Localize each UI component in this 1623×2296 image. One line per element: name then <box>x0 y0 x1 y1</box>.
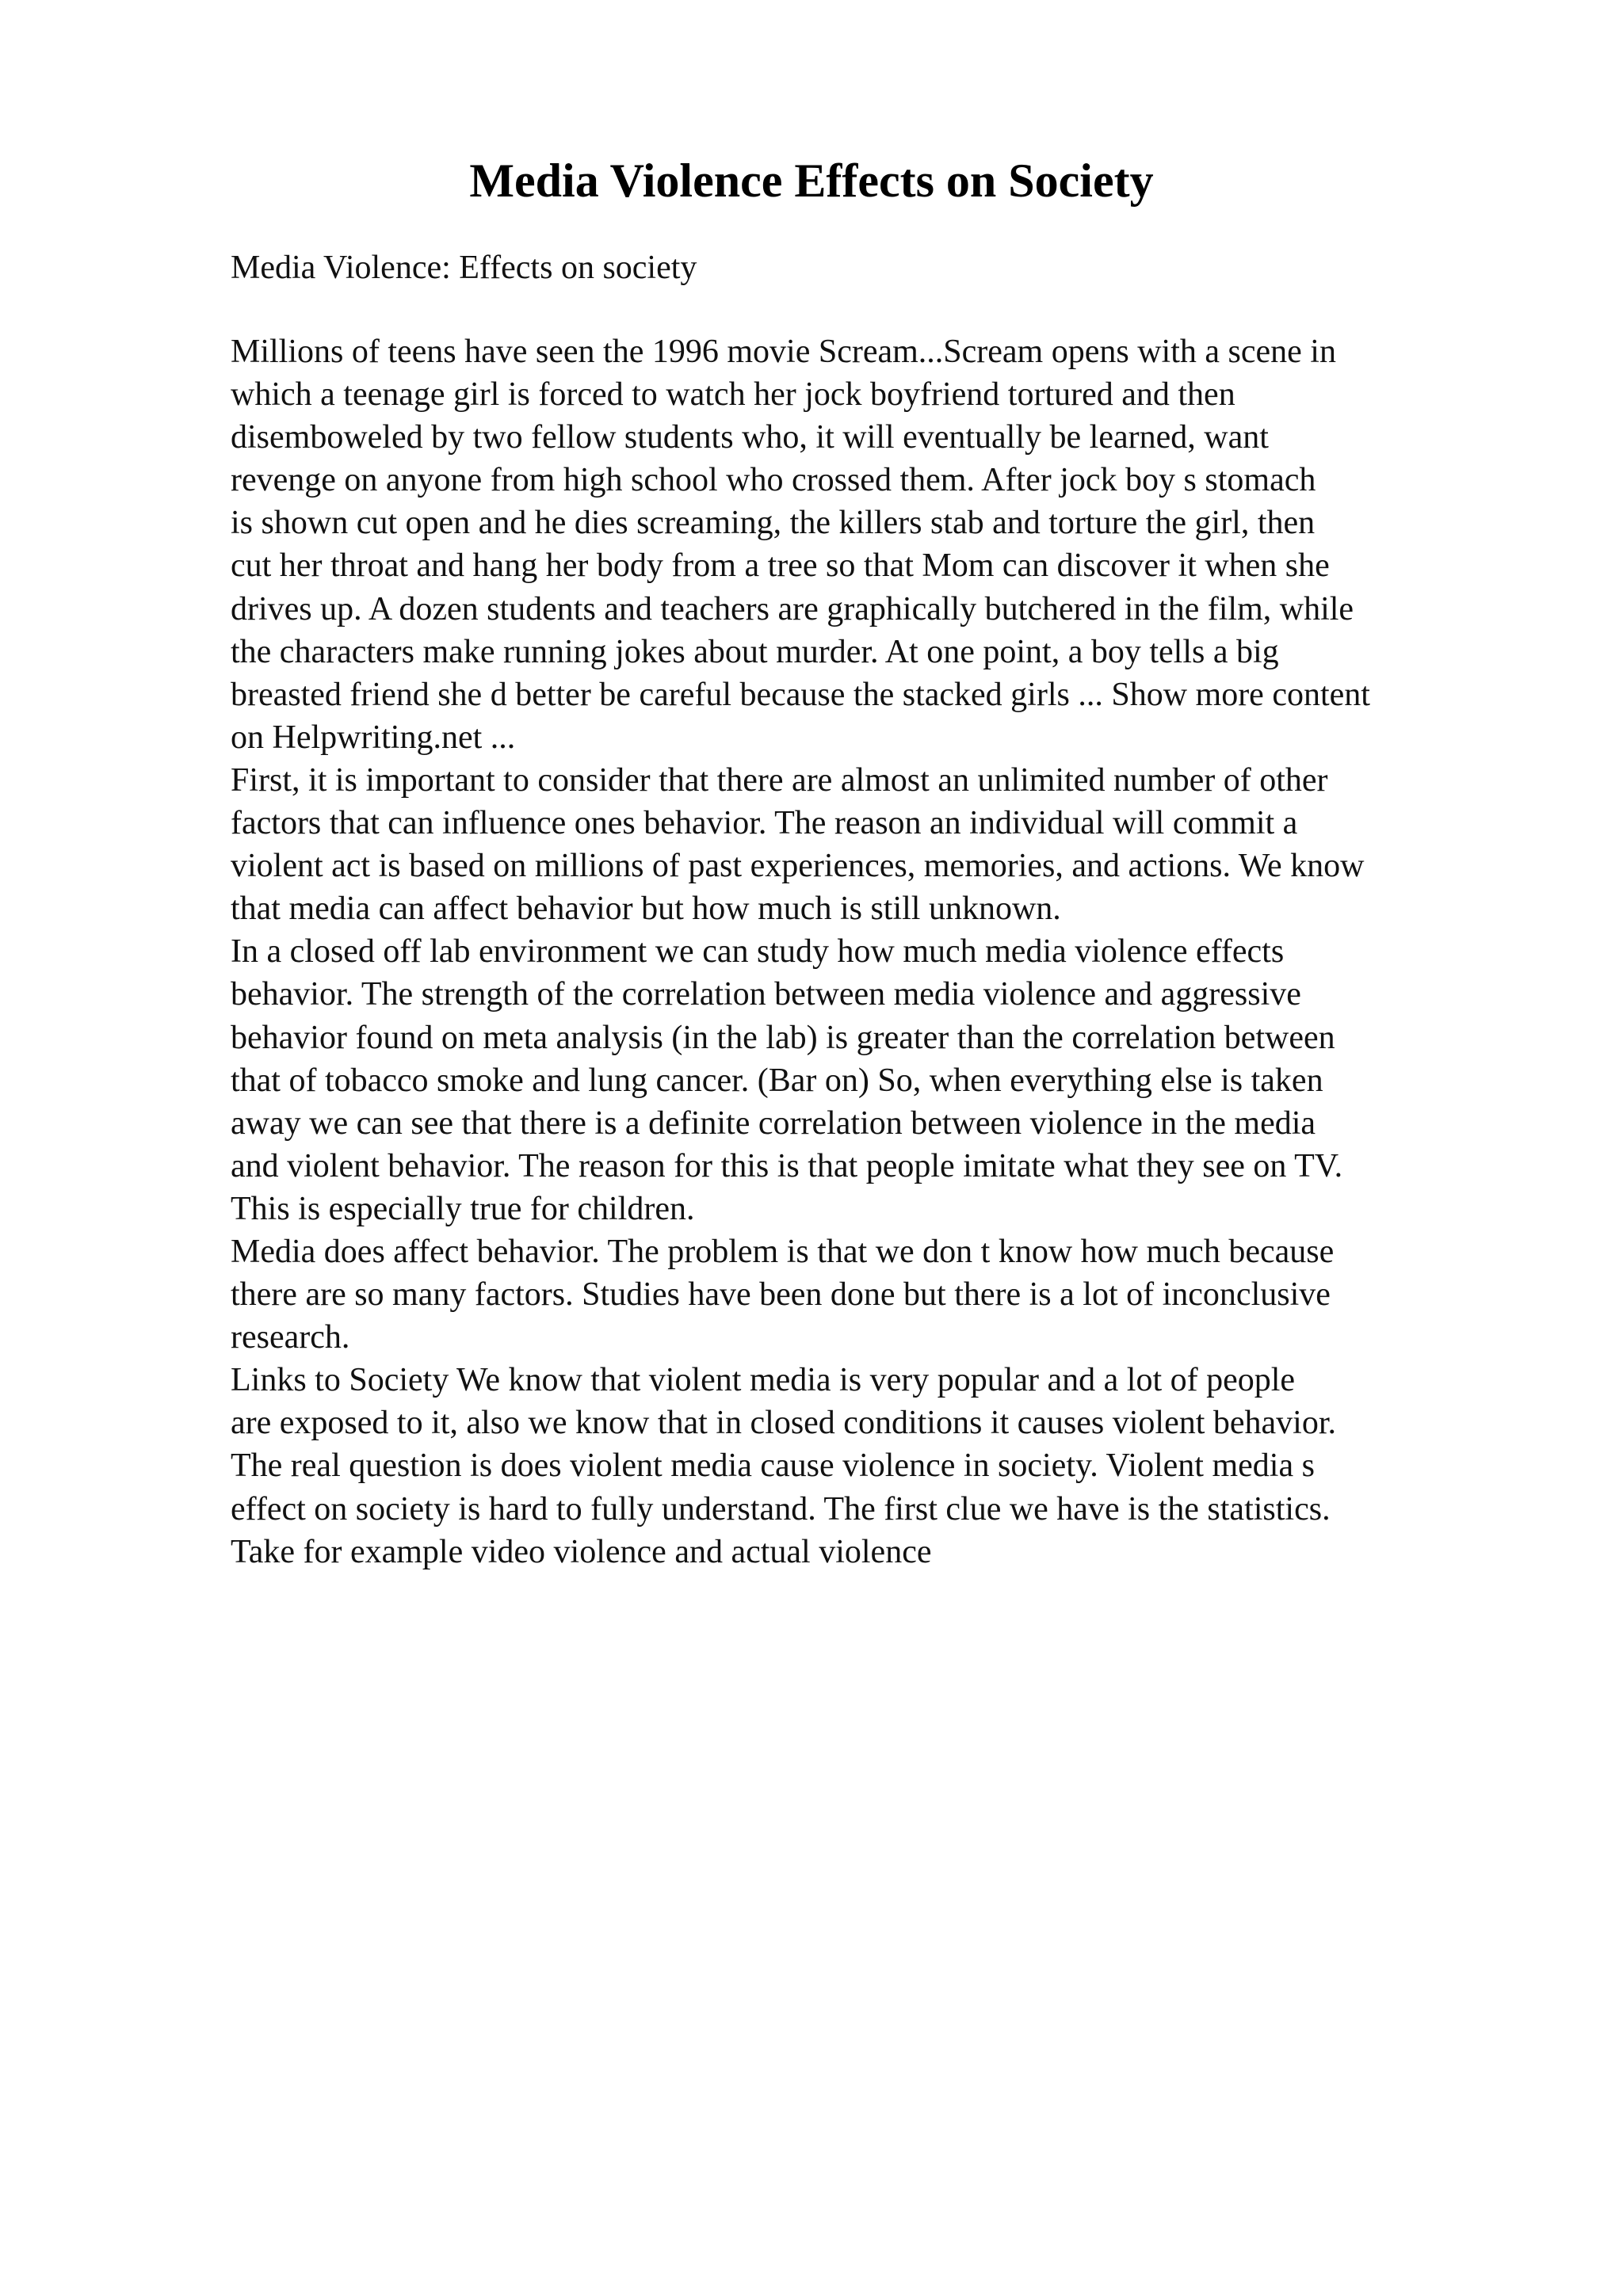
body-line: cut her throat and hang her body from a tree so that Mom can discover it when she <box>231 547 1330 585</box>
body-line: on Helpwriting.net ... <box>231 719 516 756</box>
body-line: Millions of teens have seen the 1996 movie Scream...Scream opens with a scene in <box>231 334 1336 370</box>
body-line: which a teenage girl is forced to watch her jock boyfriend tortured and then <box>231 376 1235 414</box>
body-line: First, it is important to consider that there are almost an unlimited number of other <box>231 761 1328 799</box>
document-body <box>231 330 1370 1573</box>
body-line: away we can see that there is a definite correlation between violence in the media <box>231 1104 1316 1142</box>
body-line: behavior found on meta analysis (in the lab) is greater than the correlation between <box>231 1019 1335 1056</box>
body-line: the characters make running jokes about murder. At one point, a boy tells a big <box>231 633 1279 670</box>
body-line: Media does affect behavior. The problem is that we don t know how much because <box>231 1233 1335 1270</box>
body-line: violent act is based on millions of past experiences, memories, and actions. We know <box>231 848 1365 885</box>
body-line: that media can affect behavior but how much is still unknown. <box>231 891 1061 928</box>
body-line: This is especially true for children. <box>231 1190 695 1227</box>
body-line: The real question is does violent media cause violence in society. Violent media s <box>231 1447 1315 1485</box>
body-line: behavior. The strength of the correlation between media violence and aggressive <box>231 976 1301 1013</box>
body-line: Links to Society We know that violent media is very popular and a lot of people <box>231 1362 1296 1399</box>
body-line: research. <box>231 1319 350 1356</box>
body-line: factors that can influence ones behavior. The reason an individual will commit a <box>231 805 1298 842</box>
body-line: Take for example video violence and actual violence <box>231 1533 932 1570</box>
body-line: that of tobacco smoke and lung cancer. (Bar on) So, when everything else is taken <box>231 1062 1323 1099</box>
body-line: effect on society is hard to fully understand. The first clue we have is the statistics. <box>231 1490 1331 1527</box>
body-line: are exposed to it, also we know that in closed conditions it causes violent behavior. <box>231 1405 1337 1442</box>
body-line: In a closed off lab environment we can study how much media violence effects <box>231 933 1285 971</box>
body-line: breasted friend she d better be careful because the stacked girls ... Show more content <box>231 676 1370 713</box>
body-line: disemboweled by two fellow students who, it will eventually be learned, want <box>231 419 1269 456</box>
document-title: Media Violence Effects on Society <box>469 154 1154 207</box>
body-line: and violent behavior. The reason for this is that people imitate what they see on TV. <box>231 1147 1343 1184</box>
body-line: drives up. A dozen students and teachers are graphically butchered in the film, while <box>231 590 1354 627</box>
body-line: there are so many factors. Studies have been done but there is a lot of inconclusive <box>231 1276 1331 1314</box>
body-line: revenge on anyone from high school who crossed them. After jock boy s stomach <box>231 462 1316 499</box>
body-line: is shown cut open and he dies screaming, the killers stab and torture the girl, then <box>231 505 1316 542</box>
document-subtitle: Media Violence: Effects on society <box>231 250 697 286</box>
